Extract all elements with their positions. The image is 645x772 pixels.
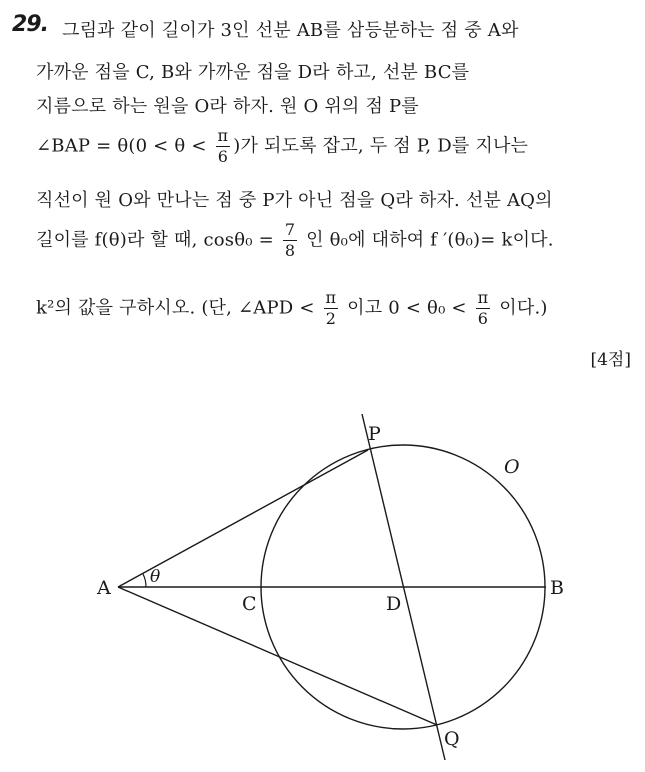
label-circle-o: O [504, 456, 520, 478]
problem-line-1: 그림과 같이 길이가 3인 선분 AB를 삼등분하는 점 중 A와 [62, 20, 519, 41]
problem-line-3: 지름으로 하는 원을 O라 하자. 원 O 위의 점 P를 [36, 96, 419, 117]
problem-number: 29. [12, 12, 48, 37]
line4-post: )가 되도록 잡고, 두 점 P, D를 지나는 [233, 135, 529, 157]
frac-numerator: π [477, 288, 489, 307]
label-theta: θ [150, 567, 161, 587]
label-d: D [386, 593, 402, 615]
problem-line-5: 직선이 원 O와 만나는 점 중 P가 아닌 점을 Q라 하자. 선분 AQ의 [36, 190, 553, 211]
label-c: C [242, 593, 257, 615]
label-a: A [97, 577, 111, 599]
label-q: Q [444, 728, 460, 750]
problem-line-2: 가까운 점을 C, B와 가까운 점을 D라 하고, 선분 BC를 [36, 62, 470, 83]
frac-denominator: 6 [477, 309, 489, 328]
angle-theta-arc [143, 574, 146, 587]
frac-denominator: 6 [217, 147, 229, 166]
line7-pre: k²의 값을 구하시오. (단, ∠APD < [36, 297, 321, 319]
frac-numerator: 7 [284, 220, 296, 239]
label-b: B [550, 577, 564, 599]
line6-pre: 길이를 f(θ)라 할 때, cosθ₀ = [36, 229, 280, 251]
line6-post: 인 θ₀에 대하여 f ′(θ₀)= k이다. [300, 229, 554, 251]
line7-post: 이다.) [493, 297, 548, 319]
frac-numerator: π [217, 126, 229, 145]
frac-denominator: 2 [325, 309, 337, 328]
line4-pre: ∠BAP = θ(0 < θ < [36, 135, 213, 157]
frac-denominator: 8 [284, 241, 296, 260]
label-p: P [368, 423, 381, 445]
frac-numerator: π [325, 288, 337, 307]
line7-mid: 이고 0 < θ₀ < [341, 297, 473, 319]
score-badge: [4점] [590, 350, 631, 370]
